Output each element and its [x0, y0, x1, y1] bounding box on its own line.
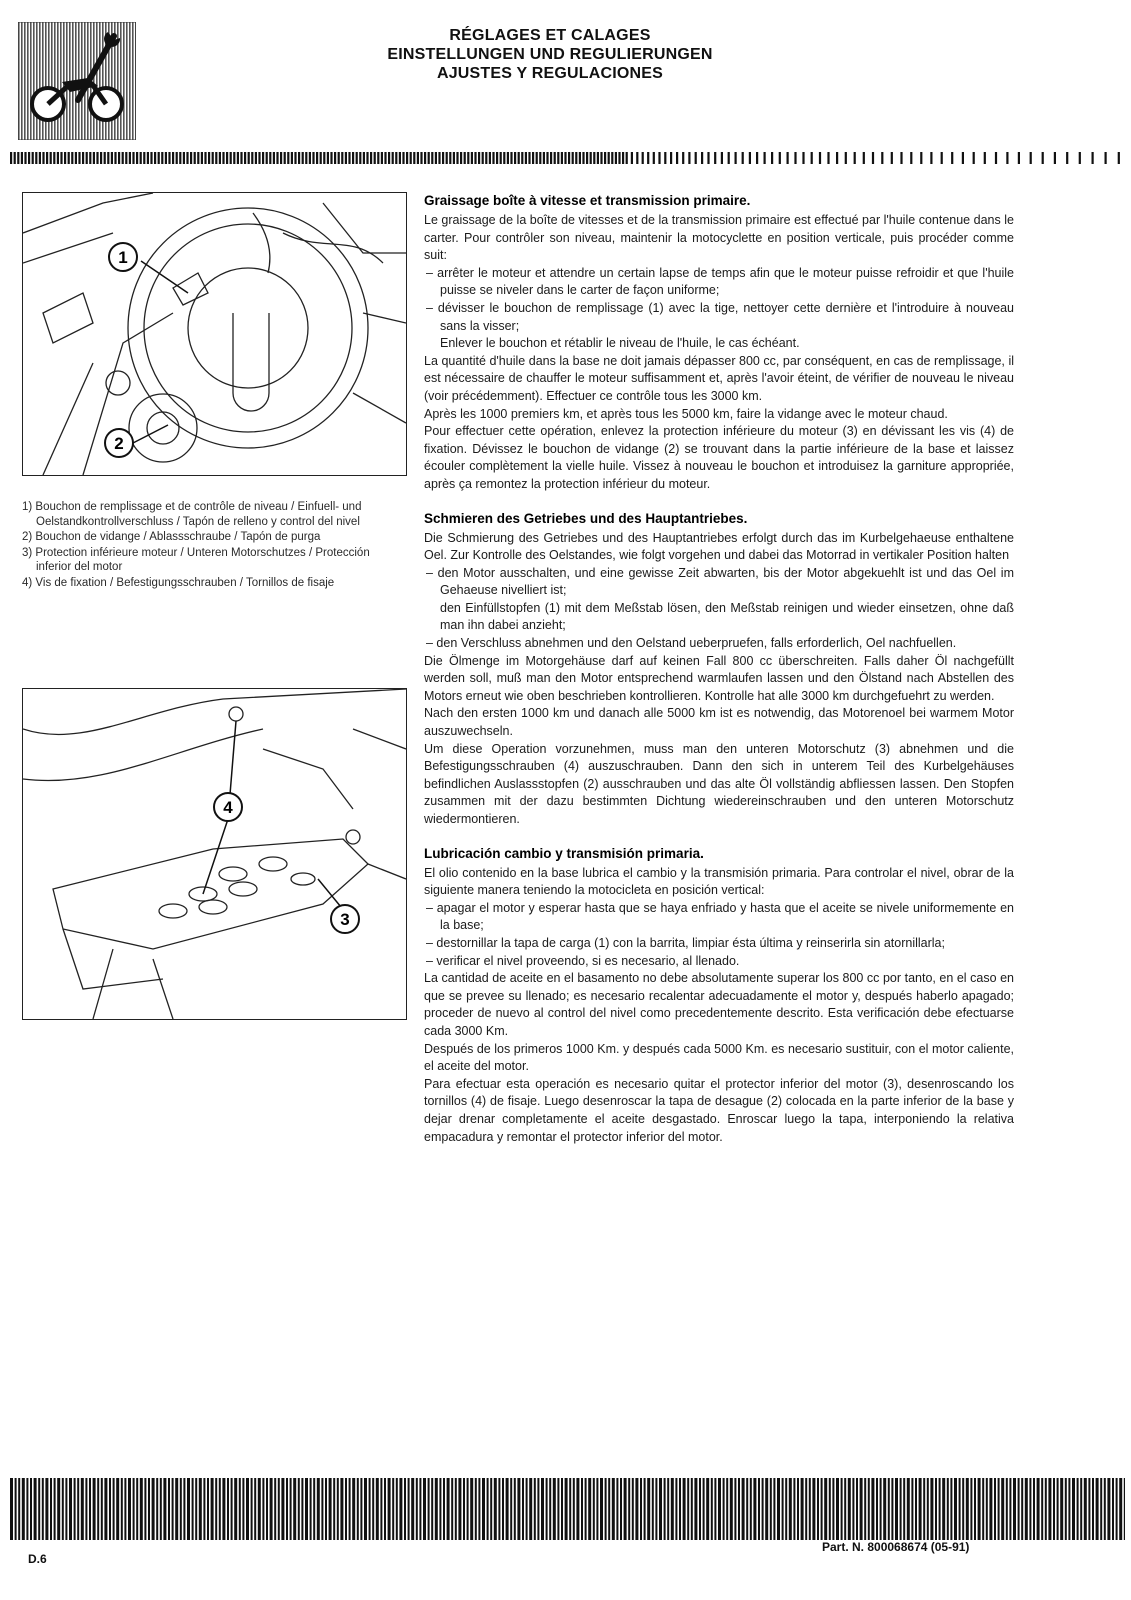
- callout-label-1: 1: [118, 248, 128, 267]
- main-text-column: [424, 192, 1014, 1162]
- paragraph: La cantidad de aceite en el basamento no debe absolutamente superar los 800 cc por tanto, en el caso en que se prevee su llenado; es necesario recalentar adecuadamente el motor y, después haberlo apagado; proceder de nuevo al control del nivel como precedentemente descrito. Esta verificación debe efectuarse cada 3000 Km.: [424, 971, 1014, 1038]
- section-title: Schmieren des Getriebes und des Hauptantriebes.: [424, 510, 748, 526]
- paragraph: Die Ölmenge im Motorgehäuse darf auf keinen Fall 800 cc überschreiten. Falls daher Öl nachgefüllt werden soll, muß man den Motor entsprechend warmlaufen lassen und den Ölstand nach Abstellen des Motors erneut wie oben beschrieben kontrollieren. Kontrolle hat alle 3000 km durchgefuehrt zu werden.: [424, 653, 1014, 703]
- paragraph: La quantité d'huile dans la base ne doit jamais dépasser 800 cc, par conséquent, en cas de remplissage, il est nécessaire de chauffer le moteur suffisamment et, après l'avoir éteint, de vérifier de nouveau le niveau (voir précédemment). Effectuer ce contrôle tous les 3000 km.: [424, 353, 1014, 403]
- text-section: [424, 845, 1014, 1147]
- page-header: [260, 26, 840, 83]
- paragraph: Después de los primeros 1000 Km. y después cada 5000 Km. es necesario sustituir, con el motor caliente, el aceite del motor.: [424, 1041, 1014, 1074]
- motorcycle-wrench-logo: [18, 22, 136, 140]
- paragraph: Le graissage de la boîte de vitesses et de la transmission primaire est effectué par l'huile contenue dans le carter. Pour contrôler son niveau, maintenir la motocyclette en position verticale, puis procéder comme suit:: [424, 213, 1014, 263]
- paragraph: Après les 1000 premiers km, et après tous les 5000 km, faire la vidange avec le moteur chaud.: [424, 406, 948, 421]
- page-number: D.6: [28, 1552, 47, 1566]
- callout-label-2: 2: [114, 434, 124, 453]
- paragraph: Pour effectuer cette opération, enlevez la protection inférieure du moteur (3) en dévissant les vis (4) de fixation. Dévissez le bouchon de vidange (2) se trouvant dans la partie inférieure de la base et laissez écouler complètement la vielle huile. Vissez à nouveau le bouchon et introduisez la garniture appropriée, après ça remontez la protection inférieur du moteur.: [424, 424, 1014, 491]
- list-item: – apagar el motor y esperar hasta que se haya enfriado y hasta que el aceite se nivele uniformemente en la base;: [426, 900, 1014, 933]
- callout-label-3: 3: [340, 910, 350, 929]
- engine-oil-filler-figure: [22, 192, 407, 476]
- paragraph: den Einfüllstopfen (1) mit dem Meßstab lösen, den Meßstab reinigen und wieder einsetzen, ohne daß man ihn dabei anzieht;: [440, 600, 1014, 633]
- paragraph: Enlever le bouchon et rétablir le niveau de l'huile, le cas échéant.: [440, 336, 800, 351]
- engine-protection-figure: [22, 688, 407, 1020]
- text-section: [424, 192, 1014, 494]
- header-title-fr: RÉGLAGES ET CALAGES: [449, 27, 651, 44]
- caption-item: 2) Bouchon de vidange / Ablassschraube / Tapón de purga: [22, 531, 321, 543]
- paragraph: El olio contenido en la base lubrica el cambio y la transmisión primaria. Para controlar el nivel, obrar de la siguiente manera teniendo la motocicleta en posición vertical:: [424, 865, 1014, 898]
- text-section: [424, 510, 1014, 829]
- part-number: Part. N. 800068674 (05-91): [822, 1540, 970, 1554]
- paragraph: Um diese Operation vorzunehmen, muss man den unteren Motorschutz (3) abnehmen und die Befestigungsschrauben (4) auszuschrauben. Dann den sich in unterem Teil des Kurbelgehäuses befindlichen Auslassstopfen (2) ausschrauben und das alte Öl vollständig abfliessen lassen. Den Stopfen zusammen mit der dazu bestimmten Dichtung wiedereinschrauben und den unteren Motorschutz wiedermontieren.: [424, 741, 1014, 826]
- list-item: – verificar el nivel proveendo, si es necesario, al llenado.: [426, 953, 740, 968]
- paragraph: Die Schmierung des Getriebes und des Hauptantriebes erfolgt durch das im Kurbelgehaeuse enthaltene Oel. Zur Kontrolle des Oelstandes, wie folgt vorgehen und dabei das Motorrad in vertikaler Position halten: [424, 530, 1014, 563]
- list-item: – dévisser le bouchon de remplissage (1) avec la tige, nettoyer cette dernière et l'introduire à nouveau sans la visser;: [426, 300, 1014, 333]
- callout-label-4: 4: [223, 798, 233, 817]
- paragraph: Para efectuar esta operación es necesario quitar el protector inferior del motor (3), desenroscando los tornillos (4) de fisaje. Luego desenroscar la tapa de desague (2) colocada en la parte inferior de la base y dejar drenar completamente el aceite desgastado. Enroscar luego la tapa, interponiendo la relativa empacadura y remontar el protector inferior del motor.: [424, 1076, 1014, 1144]
- caption-item: 4) Vis de fixation / Befestigungsschrauben / Tornillos de fisaje: [22, 576, 335, 589]
- top-decorative-barcode: [10, 152, 1125, 164]
- list-item: – den Motor ausschalten, und eine gewisse Zeit abwarten, bis der Motor abgekuehlt ist und das Oel im Gehaeuse nivelliert ist;: [426, 565, 1014, 598]
- paragraph: Nach den ersten 1000 km und danach alle 5000 km ist es notwendig, das Motorenoel bei warmem Motor auszuwechseln.: [424, 706, 1014, 739]
- header-title-de: EINSTELLUNGEN UND REGULIERUNGEN: [387, 46, 713, 63]
- figure-captions: [22, 500, 407, 591]
- bottom-decorative-barcode: [10, 1478, 1125, 1540]
- list-item: – den Verschluss abnehmen und den Oelstand ueberpruefen, falls erforderlich, Oel nachfuellen.: [426, 636, 957, 651]
- section-title: Graissage boîte à vitesse et transmission primaire.: [424, 193, 751, 208]
- list-item: – arrêter le moteur et attendre un certain lapse de temps afin que le moteur puisse refroidir et que l'huile puisse se niveler dans le carter de façon uniforme;: [426, 265, 1014, 298]
- skid-plate-drawing: [23, 689, 406, 1019]
- section-title: Lubricación cambio y transmisión primaria.: [424, 845, 704, 861]
- list-item: – destornillar la tapa de carga (1) con la barrita, limpiar ésta última y reinserirla sin atornillarla;: [426, 935, 945, 950]
- caption-item: 3) Protection inférieure moteur / Unteren Motorschutzes / Protección inferior del motor: [22, 546, 370, 573]
- engine-drawing: [23, 193, 406, 475]
- header-title-es: AJUSTES Y REGULACIONES: [436, 65, 664, 82]
- caption-item: 1) Bouchon de remplissage et de contrôle de niveau / Einfuell- und Oelstandkontrollverschluss / Tapón de relleno y control del nivel: [22, 501, 362, 528]
